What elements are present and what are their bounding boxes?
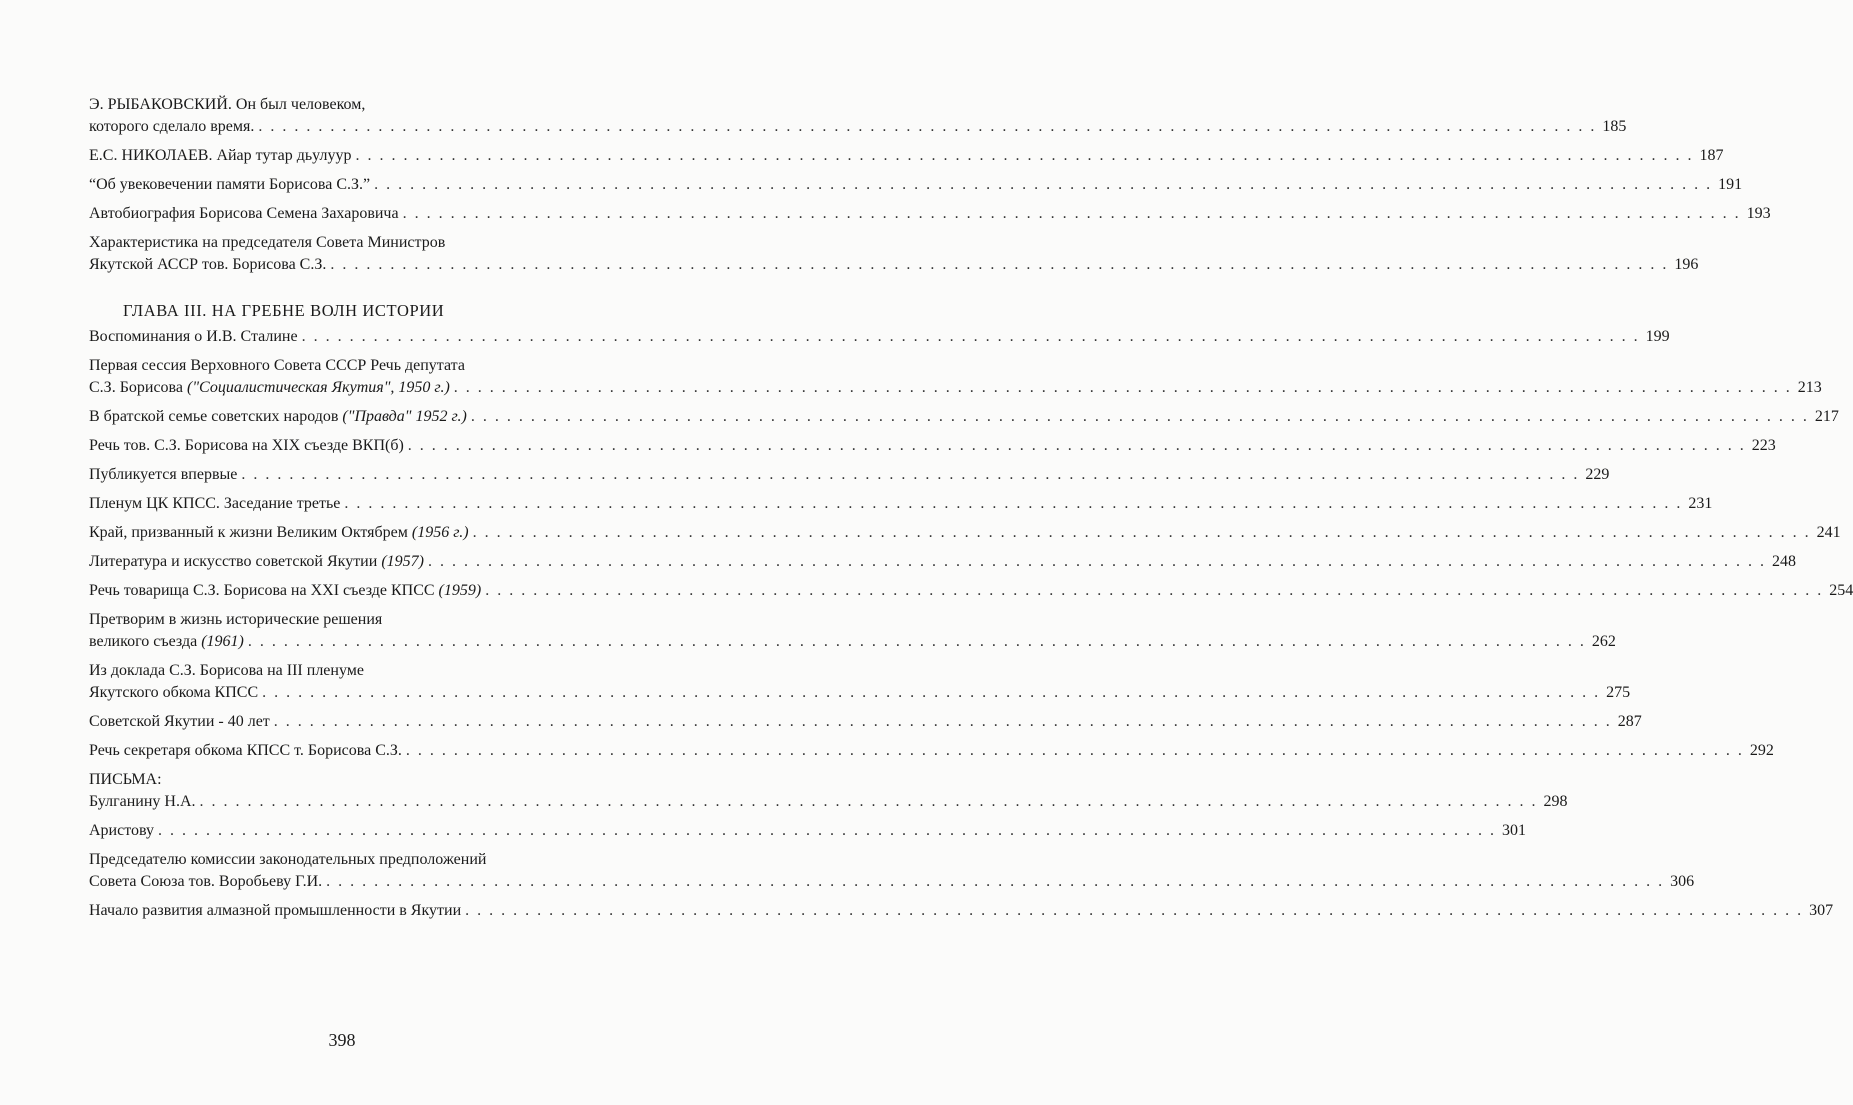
toc-group-top	[89, 94, 1771, 276]
dot-leader: . . . . . . . . . . . . . . . . . . . . . . . . . . . . . . . . . . . . . . . . . . . . . . . . . . . . . . . . . . . . . . . . . . . . . . . . . . . . . . . . . . . . . . . . . . . . . . . . . . . . . . . . . . . . . . . .	[427, 553, 1766, 570]
toc-entry[interactable]	[89, 232, 1699, 276]
toc-entry[interactable]	[89, 551, 1796, 573]
toc-entry-title	[89, 522, 469, 544]
toc-entry[interactable]	[89, 326, 1670, 348]
toc-entry[interactable]	[89, 740, 1774, 762]
toc-entry-line	[89, 232, 639, 254]
toc-entry-text: великого съезда	[89, 633, 202, 650]
dot-leader: . . . . . . . . . . . . . . . . . . . . . . . . . . . . . . . . . . . . . . . . . . . . . . . . . . . . . . . . . . . . . . . . . . . . . . . . . . . . . . . . . . . . . . . . . . . . . . . . . . . . . . . . . . . . . . . .	[472, 524, 1811, 541]
dot-leader: . . . . . . . . . . . . . . . . . . . . . . . . . . . . . . . . . . . . . . . . . . . . . . . . . . . . . . . . . . . . . . . . . . . . . . . . . . . . . . . . . . . . . . . . . . . . . . . . . . . . . . . . . . . . . . . .	[485, 582, 1824, 599]
toc-entry-text: Е.С. НИКОЛАЕВ. Айар тутар дьулуур	[89, 147, 352, 164]
toc-entry-source: ("Социалистическая Якутия", 1950 г.)	[186, 379, 450, 396]
toc-entry-title	[89, 791, 196, 813]
toc-page-number: 262	[1591, 633, 1616, 650]
toc-entry-text: Начало развития алмазной промышленности в Якутии	[89, 902, 462, 919]
toc-entry-line	[89, 326, 1670, 348]
toc-entry-text: Пленум ЦК КПСС. Заседание третье	[89, 495, 341, 512]
toc-entry-text: Речь товарища С.З. Борисова на XXI съезде КПСС	[89, 582, 439, 599]
toc-entry-title	[89, 435, 404, 457]
toc-entry-title	[89, 406, 467, 428]
toc-entry-line	[89, 871, 1695, 893]
toc-entry-title	[89, 326, 298, 348]
toc-entry-line	[89, 493, 1713, 515]
toc-page-number: 307	[1809, 902, 1834, 919]
toc-page-number: 306	[1670, 873, 1695, 890]
toc-page-number: 196	[1674, 256, 1699, 273]
dot-leader: . . . . . . . . . . . . . . . . . . . . . . . . . . . . . . . . . . . . . . . . . . . . . . . . . . . . . . . . . . . . . . . . . . . . . . . . . . . . . . . . . . . . . . . . . . . . . . . . . . . . . . . . . . . . . . . .	[374, 176, 1713, 193]
toc-entry-title	[89, 232, 445, 254]
toc-entry-text: Первая сессия Верховного Совета СССР Речь депутата	[89, 357, 465, 374]
toc-entry-line	[89, 820, 1527, 842]
toc-entry[interactable]	[89, 464, 1610, 486]
toc-entry-title	[89, 900, 461, 922]
toc-entry[interactable]	[89, 580, 1853, 602]
toc-entry-line	[89, 377, 1822, 399]
toc-entry-text: Э. РЫБАКОВСКИЙ. Он был человеком,	[89, 96, 366, 113]
toc-entry-text: Якутской АССР тов. Борисова С.З.	[89, 256, 327, 273]
toc-entry-source: (1959)	[438, 582, 482, 599]
toc-page-number: 213	[1797, 379, 1822, 396]
toc-entry-text: Публикуется впервые	[89, 466, 238, 483]
toc-entry-title	[89, 94, 365, 116]
toc-entry-text: Речь тов. С.З. Борисова на XIX съезде ВКП(б)	[89, 437, 404, 454]
dot-leader: . . . . . . . . . . . . . . . . . . . . . . . . . . . . . . . . . . . . . . . . . . . . . . . . . . . . . . . . . . . . . . . . . . . . . . . . . . . . . . . . . . . . . . . . . . . . . . . . . . . . . . . . . . . . . . . .	[330, 256, 1669, 273]
toc-entry-source: ("Правда" 1952 г.)	[342, 408, 467, 425]
toc-entry-title	[89, 254, 326, 276]
dot-leader: . . . . . . . . . . . . . . . . . . . . . . . . . . . . . . . . . . . . . . . . . . . . . . . . . . . . . . . . . . . . . . . . . . . . . . . . . . . . . . . . . . . . . . . . . . . . . . . . . . . . . . . . . . . . . . . .	[470, 408, 1809, 425]
toc-entry-text: Воспоминания о И.В. Сталине	[89, 328, 298, 345]
toc-entry[interactable]	[89, 849, 1695, 893]
dot-leader: . . . . . . . . . . . . . . . . . . . . . . . . . . . . . . . . . . . . . . . . . . . . . . . . . . . . . . . . . . . . . . . . . . . . . . . . . . . . . . . . . . . . . . . . . . . . . . . . . . . . . . . . . . . . . . . .	[301, 328, 1640, 345]
toc-entry-text: Булганину Н.А.	[89, 793, 196, 810]
toc-entry-title	[89, 660, 364, 682]
toc-page-number: 254	[1829, 582, 1853, 599]
toc-page-number: 193	[1746, 205, 1771, 222]
dot-leader: . . . . . . . . . . . . . . . . . . . . . . . . . . . . . . . . . . . . . . . . . . . . . . . . . . . . . . . . . . . . . . . . . . . . . . . . . . . . . . . . . . . . . . . . . . . . . . . . . . . . . . . . . . . . . . . .	[258, 118, 1597, 135]
toc-entry[interactable]	[89, 711, 1642, 733]
toc-entry-source: (1957)	[381, 553, 424, 570]
toc-entry-line	[89, 145, 1724, 167]
dot-leader: . . . . . . . . . . . . . . . . . . . . . . . . . . . . . . . . . . . . . . . . . . . . . . . . . . . . . . . . . . . . . . . . . . . . . . . . . . . . . . . . . . . . . . . . . . . . . . . . . . . . . . . . . . . . . . . .	[158, 822, 1497, 839]
toc-entry-line	[89, 94, 639, 116]
toc-entry-title	[89, 174, 370, 196]
toc-entry-line	[89, 900, 1834, 922]
toc-page-number: 241	[1816, 524, 1841, 541]
toc-entry-line	[89, 580, 1853, 602]
toc-entry-line	[89, 631, 1616, 653]
toc-entry-line	[89, 711, 1642, 733]
dot-leader: . . . . . . . . . . . . . . . . . . . . . . . . . . . . . . . . . . . . . . . . . . . . . . . . . . . . . . . . . . . . . . . . . . . . . . . . . . . . . . . . . . . . . . . . . . . . . . . . . . . . . . . . . . . . . . . .	[407, 437, 1746, 454]
toc-entry-line	[89, 551, 1796, 573]
toc-entry-text: Претворим в жизнь исторические решения	[89, 611, 383, 628]
toc-entry-title	[89, 145, 351, 167]
toc-page-number: 223	[1751, 437, 1776, 454]
toc-entry-title	[89, 551, 424, 573]
toc-entry-title	[89, 203, 399, 225]
toc-entry-title	[89, 355, 465, 377]
toc-entry-text: Якутского обкома КПСС	[89, 684, 259, 701]
dot-leader: . . . . . . . . . . . . . . . . . . . . . . . . . . . . . . . . . . . . . . . . . . . . . . . . . . . . . . . . . . . . . . . . . . . . . . . . . . . . . . . . . . . . . . . . . . . . . . . . . . . . . . . . . . . . . . . .	[262, 684, 1601, 701]
toc-entry-line	[89, 609, 639, 631]
toc-entry[interactable]	[89, 203, 1771, 225]
toc-entry-line	[89, 435, 1776, 457]
dot-leader: . . . . . . . . . . . . . . . . . . . . . . . . . . . . . . . . . . . . . . . . . . . . . . . . . . . . . . . . . . . . . . . . . . . . . . . . . . . . . . . . . . . . . . . . . . . . . . . . . . . . . . . . . . . . . . . .	[355, 147, 1694, 164]
toc-entry-text: Речь секретаря обкома КПСС т. Борисова С.З.	[89, 742, 402, 759]
toc-entry-title	[89, 631, 244, 653]
toc-entry[interactable]	[89, 355, 1822, 399]
toc-entry-line	[89, 682, 1631, 704]
toc-group-chapter	[89, 326, 1853, 762]
toc-entry-line	[89, 740, 1774, 762]
dot-leader: . . . . . . . . . . . . . . . . . . . . . . . . . . . . . . . . . . . . . . . . . . . . . . . . . . . . . . . . . . . . . . . . . . . . . . . . . . . . . . . . . . . . . . . . . . . . . . . . . . . . . . . . . . . . . . . .	[241, 466, 1580, 483]
toc-entry-line	[89, 849, 639, 871]
toc-entry-title	[89, 711, 270, 733]
toc-entry-text: Характеристика на председателя Совета Министров	[89, 234, 446, 251]
toc-entry[interactable]	[89, 660, 1631, 704]
letters-section-label: ПИСЬМА:	[89, 771, 162, 788]
toc-page-number: 229	[1585, 466, 1610, 483]
toc-entry-title	[89, 377, 450, 399]
toc-entry-title	[89, 493, 340, 515]
toc-entry-line	[89, 406, 1839, 428]
toc-entry-text: Совета Союза тов. Воробьеву Г.И.	[89, 873, 323, 890]
toc-entry[interactable]	[89, 791, 1568, 813]
toc-page-number: 231	[1688, 495, 1713, 512]
toc-entry-line	[89, 522, 1841, 544]
toc-entry-title	[89, 820, 154, 842]
toc-entry-line	[89, 174, 1743, 196]
toc-entry[interactable]	[89, 174, 1743, 196]
toc-entry-text: В братской семье советских народов	[89, 408, 343, 425]
toc-entry-title	[89, 580, 481, 602]
toc-entry-text: которого сделало время.	[89, 118, 255, 135]
chapter-title: ГЛАВА III. НА ГРЕБНЕ ВОЛН ИСТОРИИ	[123, 301, 445, 320]
toc-entry-source: (1961)	[201, 633, 244, 650]
dot-leader: . . . . . . . . . . . . . . . . . . . . . . . . . . . . . . . . . . . . . . . . . . . . . . . . . . . . . . . . . . . . . . . . . . . . . . . . . . . . . . . . . . . . . . . . . . . . . . . . . . . . . . . . . . . . . . . .	[273, 713, 1612, 730]
dot-leader: . . . . . . . . . . . . . . . . . . . . . . . . . . . . . . . . . . . . . . . . . . . . . . . . . . . . . . . . . . . . . . . . . . . . . . . . . . . . . . . . . . . . . . . . . . . . . . . . . . . . . . . . . . . . . . . .	[465, 902, 1804, 919]
toc-entry-title	[89, 464, 237, 486]
toc-entry-text: Советской Якутии - 40 лет	[89, 713, 270, 730]
toc-entry-text: “Об увековечении памяти Борисова С.З.”	[89, 176, 371, 193]
toc-entry-source: (1956 г.)	[411, 524, 469, 541]
toc-entry-line	[89, 660, 639, 682]
toc-page-number: 185	[1602, 118, 1627, 135]
toc-entry[interactable]	[89, 145, 1724, 167]
dot-leader: . . . . . . . . . . . . . . . . . . . . . . . . . . . . . . . . . . . . . . . . . . . . . . . . . . . . . . . . . . . . . . . . . . . . . . . . . . . . . . . . . . . . . . . . . . . . . . . . . . . . . . . . . . . . . . . .	[402, 205, 1741, 222]
toc-entry-title	[89, 116, 254, 138]
toc-entry[interactable]	[89, 609, 1616, 653]
table-of-contents	[89, 94, 1853, 922]
dot-leader: . . . . . . . . . . . . . . . . . . . . . . . . . . . . . . . . . . . . . . . . . . . . . . . . . . . . . . . . . . . . . . . . . . . . . . . . . . . . . . . . . . . . . . . . . . . . . . . . . . . . . . . . . . . . . . . .	[344, 495, 1683, 512]
toc-page-number: 191	[1718, 176, 1743, 193]
toc-page-number: 248	[1771, 553, 1796, 570]
toc-page-number: 287	[1617, 713, 1642, 730]
toc-entry-text: Край, призванный к жизни Великим Октябрем	[89, 524, 412, 541]
toc-entry[interactable]	[89, 493, 1713, 515]
toc-entry[interactable]	[89, 522, 1841, 544]
dot-leader: . . . . . . . . . . . . . . . . . . . . . . . . . . . . . . . . . . . . . . . . . . . . . . . . . . . . . . . . . . . . . . . . . . . . . . . . . . . . . . . . . . . . . . . . . . . . . . . . . . . . . . . . . . . . . . . .	[405, 742, 1744, 759]
dot-leader: . . . . . . . . . . . . . . . . . . . . . . . . . . . . . . . . . . . . . . . . . . . . . . . . . . . . . . . . . . . . . . . . . . . . . . . . . . . . . . . . . . . . . . . . . . . . . . . . . . . . . . . . . . . . . . . .	[247, 633, 1586, 650]
toc-entry-text: Председателю комиссии законодательных предположений	[89, 851, 487, 868]
toc-group-letters	[89, 791, 1834, 922]
toc-page-number: 301	[1502, 822, 1527, 839]
page-number: 398	[328, 1030, 356, 1050]
toc-entry-line	[89, 464, 1610, 486]
dot-leader: . . . . . . . . . . . . . . . . . . . . . . . . . . . . . . . . . . . . . . . . . . . . . . . . . . . . . . . . . . . . . . . . . . . . . . . . . . . . . . . . . . . . . . . . . . . . . . . . . . . . . . . . . . . . . . . .	[199, 793, 1538, 810]
toc-page-number: 292	[1749, 742, 1774, 759]
toc-entry[interactable]	[89, 94, 1627, 138]
toc-entry-text: Литература и искусство советской Якутии	[89, 553, 382, 570]
toc-entry[interactable]	[89, 900, 1834, 922]
toc-entry-text: Аристову	[89, 822, 155, 839]
toc-entry[interactable]	[89, 435, 1776, 457]
toc-entry-line	[89, 203, 1771, 225]
toc-page-number: 187	[1699, 147, 1724, 164]
toc-page-number: 217	[1814, 408, 1839, 425]
toc-entry[interactable]	[89, 820, 1527, 842]
toc-entry-line	[89, 116, 1627, 138]
toc-entry-title	[89, 849, 486, 871]
toc-page-number: 199	[1645, 328, 1670, 345]
dot-leader: . . . . . . . . . . . . . . . . . . . . . . . . . . . . . . . . . . . . . . . . . . . . . . . . . . . . . . . . . . . . . . . . . . . . . . . . . . . . . . . . . . . . . . . . . . . . . . . . . . . . . . . . . . . . . . . .	[453, 379, 1792, 396]
toc-entry[interactable]	[89, 406, 1839, 428]
toc-entry-title	[89, 740, 402, 762]
toc-entry-line	[89, 355, 639, 377]
toc-entry-line	[89, 254, 1699, 276]
toc-entry-title	[89, 682, 258, 704]
toc-entry-line	[89, 791, 1568, 813]
toc-entry-title	[89, 609, 382, 631]
toc-page-number: 275	[1606, 684, 1631, 701]
toc-entry-text: Из доклада С.З. Борисова на III пленуме	[89, 662, 364, 679]
dot-leader: . . . . . . . . . . . . . . . . . . . . . . . . . . . . . . . . . . . . . . . . . . . . . . . . . . . . . . . . . . . . . . . . . . . . . . . . . . . . . . . . . . . . . . . . . . . . . . . . . . . . . . . . . . . . . . . .	[326, 873, 1665, 890]
toc-entry-text: Автобиография Борисова Семена Захаровича	[89, 205, 399, 222]
toc-entry-title	[89, 871, 322, 893]
toc-entry-text: С.З. Борисова	[89, 379, 187, 396]
toc-page-number: 298	[1543, 793, 1568, 810]
